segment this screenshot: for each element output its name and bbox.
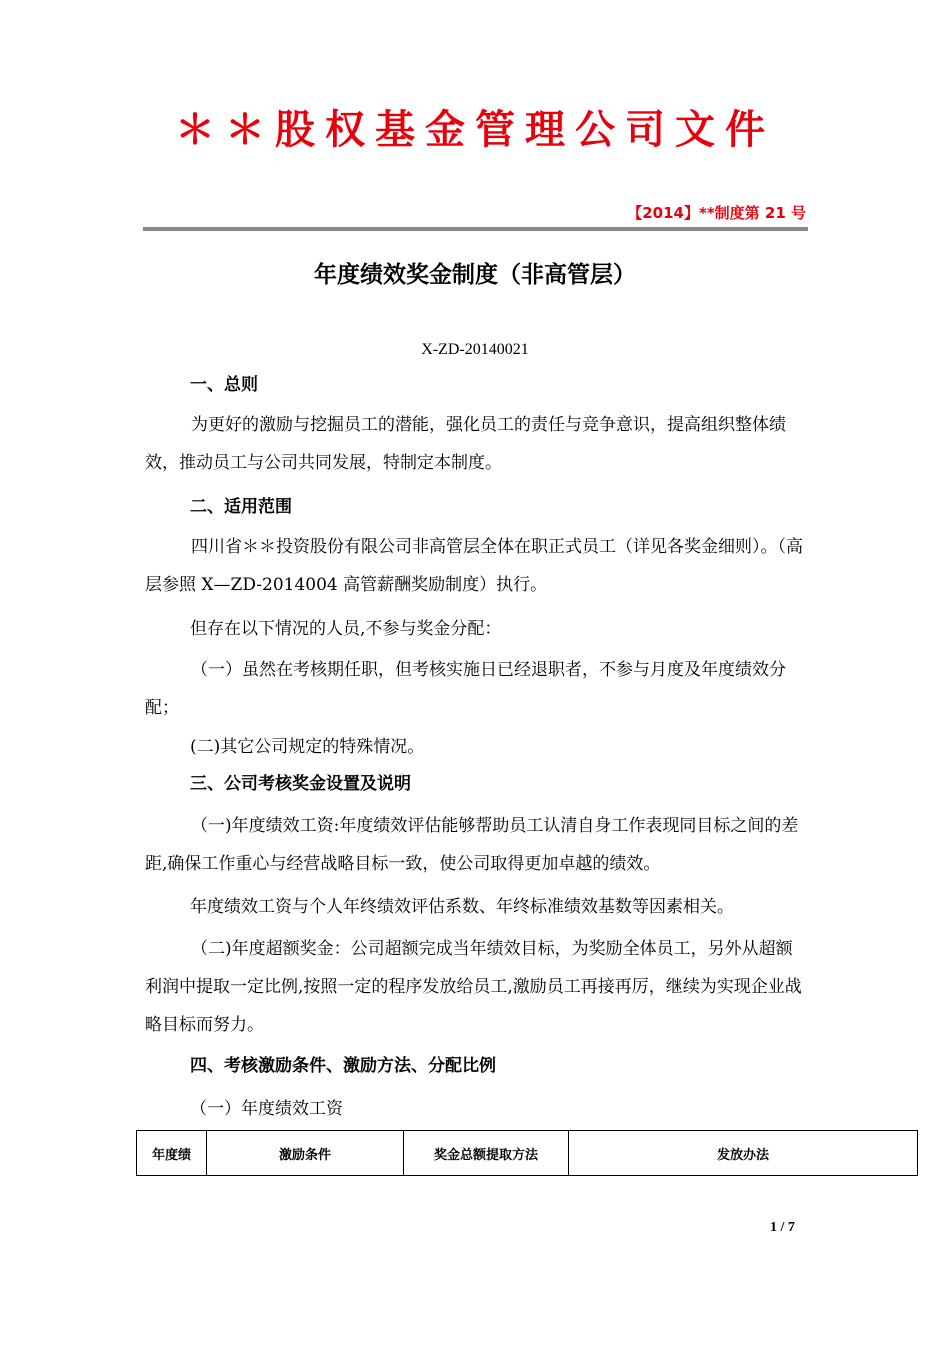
section-heading-bonus-setup: 三、公司考核奖金设置及说明 — [190, 774, 411, 794]
bonus-table — [136, 1130, 918, 1176]
document-title: 年度绩效奖金制度（非高管层） — [314, 262, 636, 288]
paragraph-text: 为更好的激励与挖掘员工的潜能，强化员工的责任与竞争意识，提高组织整体绩效，推动员工与公司共同发展，特制定本制度。 — [145, 415, 786, 473]
table-header-row — [137, 1131, 918, 1176]
paragraph-text: （一)年度绩效工资:年度绩效评估能够帮助员工认清自身工作表现同目标之间的差距,确保工作重心与经营战略目标一致，使公司取得更加卓越的绩效。 — [145, 816, 799, 874]
table-header-cell: 奖金总额提取方法 — [404, 1131, 569, 1176]
paragraph-exclusion-2: (二)其它公司规定的特殊情况。 — [190, 737, 425, 757]
section-heading-scope: 二、适用范围 — [190, 497, 292, 517]
paragraph-performance-factors: 年度绩效工资与个人年终绩效评估系数、年终标准绩效基数等因素相关。 — [190, 897, 734, 917]
header-divider — [143, 227, 808, 231]
paragraph-scope — [145, 528, 808, 604]
paragraph-general-purpose — [145, 406, 808, 482]
table-header-cell: 发放办法 — [569, 1131, 918, 1176]
table-header-cell: 激励条件 — [207, 1131, 404, 1176]
table-header-cell: 年度绩 — [137, 1131, 207, 1176]
page-number: 1 / 7 — [770, 1220, 795, 1235]
paragraph-exclusions-intro: 但存在以下情况的人员,不参与奖金分配： — [190, 619, 502, 639]
section-heading-incentive-conditions: 四、考核激励条件、激励方法、分配比例 — [190, 1056, 496, 1076]
paragraph-annual-performance-pay — [145, 807, 808, 883]
document-code: X-ZD-20140021 — [421, 341, 529, 358]
document-number: 【2014】**制度第 21 号 — [627, 204, 806, 222]
org-header-title: ＊＊股权基金管理公司文件 — [175, 107, 775, 153]
section-heading-general: 一、总则 — [190, 375, 258, 395]
subsection-heading-annual-pay: （一）年度绩效工资 — [190, 1099, 343, 1119]
paragraph-exclusion-1 — [145, 651, 808, 727]
paragraph-excess-bonus — [145, 930, 808, 1044]
paragraph-text: 四川省＊＊投资股份有限公司非高管层全体在职正式员工（详见各奖金细则）。（高层参照 X—ZD-2014004 高管薪酬奖励制度）执行。 — [145, 537, 803, 595]
paragraph-text: （一）虽然在考核期任职，但考核实施日已经退职者，不参与月度及年度绩效分配； — [145, 660, 786, 718]
paragraph-text: （二)年度超额奖金：公司超额完成当年绩效目标，为奖励全体员工，另外从超额利润中提取一定比例,按照一定的程序发放给员工,激励员工再接再厉，继续为实现企业战略目标而努力。 — [145, 939, 802, 1035]
